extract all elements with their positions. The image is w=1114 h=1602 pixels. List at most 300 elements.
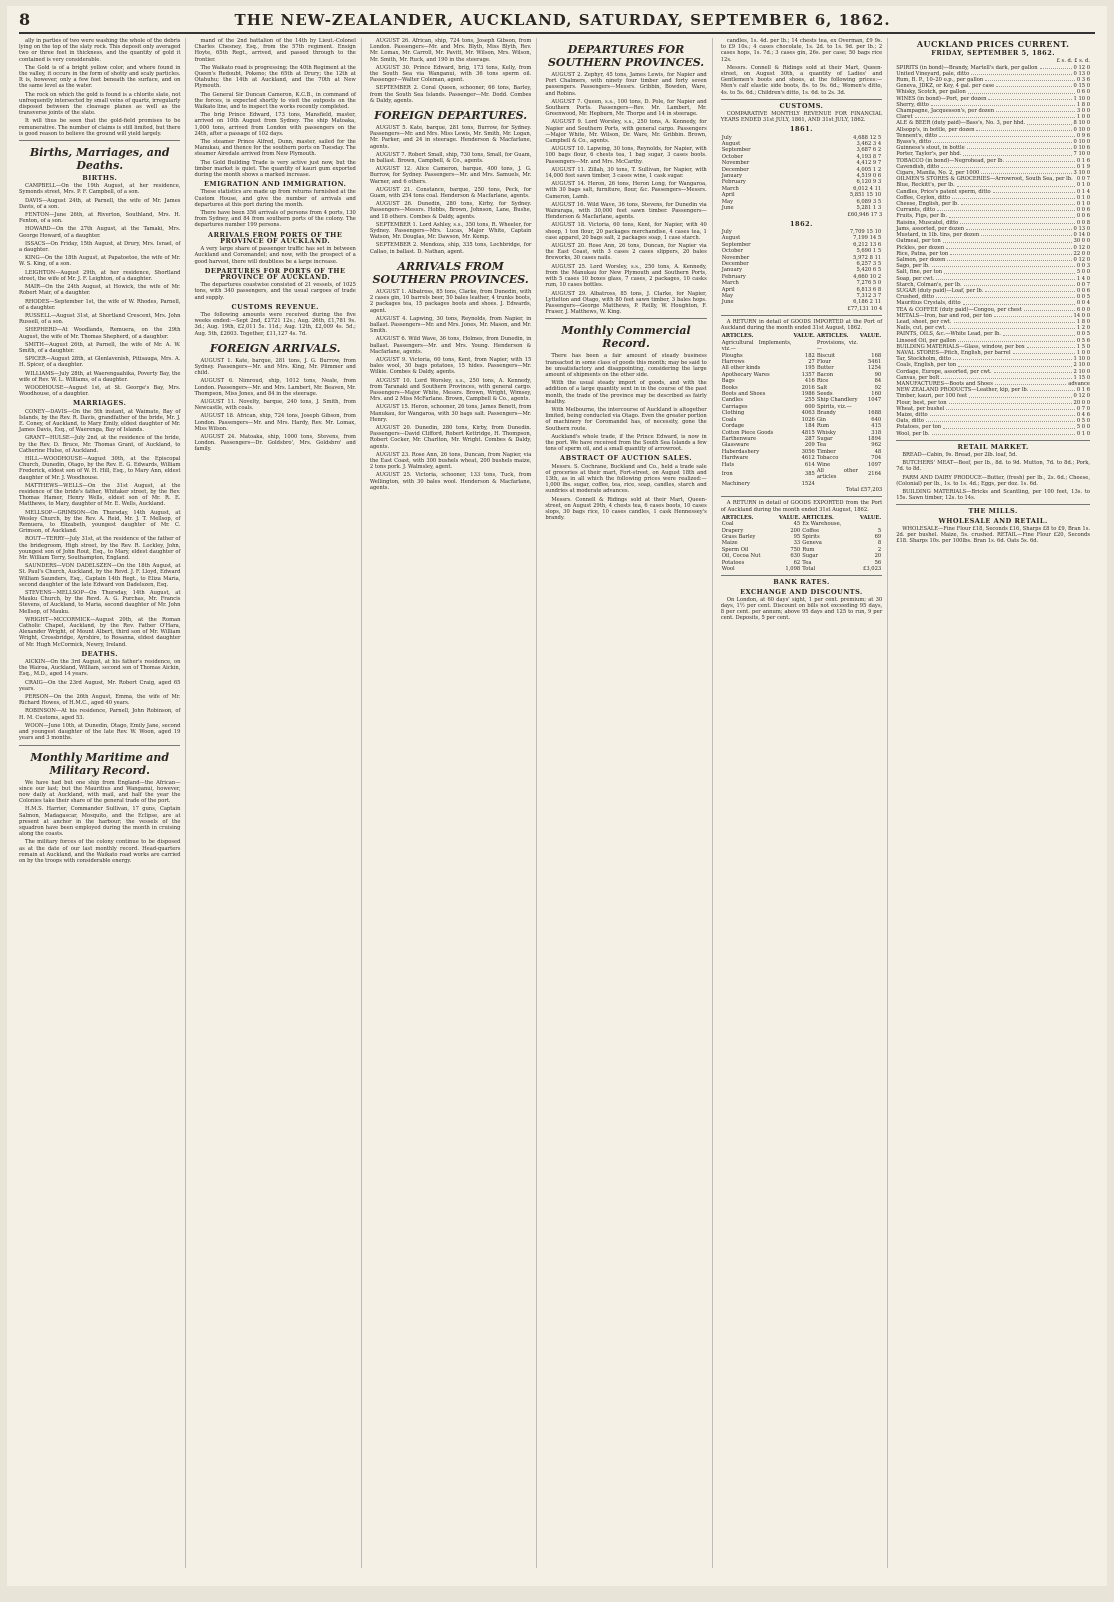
text-paragraph: MELLSOP—GRIMSON—On Thursday, 14th August, at Wesley Church, by the Rev. A. Reid, Mr. J. T. Mellsop, of Remuera, to Elizabeth, youngest daughter of Mr. C. Grimson, of Auckland. xyxy=(19,509,181,535)
customs-1861-total: £60,946 17 3 xyxy=(847,211,883,218)
table-cell: Maize xyxy=(721,540,738,547)
price-value: 0 9 6 xyxy=(1076,132,1091,139)
table-cell: Hats xyxy=(721,461,735,468)
text-paragraph: BUILDING MATERIALS—Bricks and Scantling, per 100 feet, 13s. to 15s. Sawn timber, 12s. to 14s. xyxy=(896,489,1091,502)
table-cell: 630 xyxy=(790,553,801,560)
text-paragraph: AUGUST 7. Robert Small, ship, 730 tons, Small, for Guam, in ballast. Brown, Campbell, & Co., agents. xyxy=(369,151,532,165)
month-cell: October xyxy=(721,248,743,255)
commercial-record-text xyxy=(545,353,706,452)
customs-1862-heading: 1862. xyxy=(790,219,813,228)
text-paragraph: AUGUST 29. Albatross, 85 tons, J. Clarke, for Napier, Lyttelton and Otago, with 80 feet sawn timber, 3 bales hops. Passengers—George Matthews, P. Reilly, W. Houghton, F. Fraser, J. Matthews, W. King. xyxy=(545,290,707,316)
price-item: SUGAR (duty paid)—Loaf, per lb. xyxy=(896,287,984,294)
leader-dots xyxy=(937,207,1075,211)
value-cell: 6,089 3 5 xyxy=(856,198,882,205)
leader-dots xyxy=(948,325,1074,329)
price-item: Fruits, Figs, per lb. xyxy=(896,213,947,220)
table-cell: 27 xyxy=(808,359,815,366)
text-paragraph: Messrs. Connell & Ridings sold at their Mart, Queen-street, on August 29th, 4 chests tea, 6 cases boots, 10 cases slops, 30 bags rice, 10 cases candles, 1 cask Hennessey's brandy. xyxy=(545,496,707,522)
table-header: ARTICLES. xyxy=(721,333,754,340)
divider xyxy=(19,745,180,746)
table-cell: £3,023 xyxy=(863,566,882,573)
price-value: 0 0 7 xyxy=(1076,176,1091,183)
auction-sales-text xyxy=(545,464,706,522)
table-cell: Wool xyxy=(721,566,735,573)
table-cell: All other articles xyxy=(816,467,858,481)
table-cell: 2 xyxy=(877,546,882,553)
table-cell: Flour xyxy=(816,359,832,366)
month-cell: November xyxy=(721,160,750,167)
text-paragraph: AICKIN—On the 3rd August, at his father's residence, on the Wairoa, Auckland, William, second son of Thomas Aickin, Esq., M.D., aged 14 years. xyxy=(19,659,181,678)
customs-1861-table xyxy=(721,135,882,212)
price-value: 14 0 0 xyxy=(1073,312,1091,319)
price-value: 0 1 0 xyxy=(1076,182,1091,189)
price-value: 0 1 0 xyxy=(1076,194,1091,201)
price-item: Lead, sheet, per cwt. xyxy=(896,318,952,325)
leader-dots xyxy=(985,77,1075,81)
month-cell: July xyxy=(721,134,732,141)
text-paragraph: AUGUST 18. Victoria, 60 tons, Kent, for Napier, with 40 sheep, 1 ton flour, 20 packages merchandise, 4 cases tea, 1 case apparel, 20 bags salt, 2 packages soap, 1 case starch. xyxy=(545,222,707,241)
price-value: 0 7 0 xyxy=(1076,405,1091,412)
price-item: Allsopp's, in bottle, per dozen xyxy=(896,126,975,133)
leader-dots xyxy=(958,362,1071,366)
value-cell: 6,186 2 11 xyxy=(853,299,882,306)
text-paragraph: AUGUST 26. Dunedin, 280 tons, Kirby, for Sydney. Passengers—Messrs. Hobbs, Brown, Johnson, Lane, Bushe, and 18 others. Combes & Daldy, agents. xyxy=(369,201,532,220)
leader-dots xyxy=(1040,65,1072,69)
price-item: Raisins, Muscatel, ditto xyxy=(896,219,959,226)
price-item: Flour, best, per ton xyxy=(896,399,947,406)
price-item: Potatoes, per ton xyxy=(896,424,942,431)
table-cell: All other kinds xyxy=(721,365,761,372)
leader-dots xyxy=(966,226,1071,230)
table-cell: 640 xyxy=(871,416,882,423)
price-item: Cheese, English, per lb. xyxy=(896,201,959,208)
price-value: 5 0 0 xyxy=(1076,424,1091,431)
table-cell: Machinery xyxy=(721,480,750,487)
divider xyxy=(721,496,882,497)
imports-table xyxy=(721,333,882,487)
price-value: 0 12 0 xyxy=(1073,256,1091,263)
table-cell: 1097 xyxy=(867,461,882,468)
table-cell: Wine xyxy=(816,461,831,468)
table-cell: Tobacco xyxy=(816,455,839,462)
table-header: ARTICLES. xyxy=(802,514,834,521)
price-item: Rum, B. P., 10–20 o.p., per gallon xyxy=(896,77,984,84)
table-cell: Butter xyxy=(816,365,834,372)
price-item: TOBACCO (in bond)—Negrohead, per lb. xyxy=(896,157,1005,164)
table-cell: Hardware xyxy=(721,455,749,462)
value-cell: 6,120 9 3 xyxy=(856,179,882,186)
table-cell: 33 xyxy=(793,540,801,547)
text-paragraph: The General Sir Duncan Cameron, K.C.B., in command of the forces, is expected shortly to visit the outposts on the Waikato line, and to inspect the works recently completed. xyxy=(194,91,356,111)
maritime-text xyxy=(19,780,180,865)
table-cell: 92 xyxy=(874,384,882,391)
text-paragraph: AUGUST 25. Victoria, schooner, 133 tons, Tuck, from Wellington, with 30 bales wool. Henderson & Macfarlane, agents. xyxy=(369,472,532,491)
text-paragraph: DAVIS—August 24th, at Parnell, the wife of Mr. James Davis, of a son. xyxy=(19,197,181,210)
text-paragraph: AUGUST 24. Matoaka, ship, 1000 tons, Stevens, from London. Passengers—Dr. Goldsbro', Mrs. Goldsbro' and family. xyxy=(194,433,356,453)
value-cell: 7,199 14 5 xyxy=(853,235,882,242)
price-item: Byass's, ditto xyxy=(896,139,932,146)
column-4 xyxy=(545,38,712,1568)
article-paragraph: ally in parties of two were washing the whole of the debris lying on the top of the slaty rock. This deposit only averaged two or three feet in thickness, and the quantity of gold it contained is very considerable. xyxy=(19,38,181,63)
text-paragraph: FENTON—June 26th, at Riverton, Southland, Mrs. H. Fenton, of a son. xyxy=(19,212,181,225)
leader-dots xyxy=(915,114,1075,118)
table-cell: 2016 xyxy=(801,384,815,391)
leader-dots xyxy=(968,89,1075,93)
text-paragraph: The departures coastwise consisted of 21 vessels, of 1025 tons, with 340 passengers, and the usual cargoes of trade and supply. xyxy=(194,282,356,301)
table-cell: Provisions, viz.— xyxy=(816,339,858,353)
text-paragraph: AUGUST 21. Constance, barque, 250 tons, Peck, for Guam, with 254 tons coal. Henderson & Macfarlane, agents. xyxy=(369,186,532,200)
page-number: 8 xyxy=(19,10,31,29)
leader-dots xyxy=(936,276,1075,280)
text-paragraph: CRAIG—On the 23rd August, Mr. Robert Craig, aged 65 years. xyxy=(19,679,181,692)
value-cell: 5,690 1 5 xyxy=(856,248,882,255)
table-cell: Tea xyxy=(816,442,827,449)
leader-dots xyxy=(957,182,1075,186)
leader-dots xyxy=(954,319,1075,323)
text-paragraph: These statistics are made up from returns furnished at the Custom House, and give the number of arrivals and departures at this port during the month. xyxy=(194,189,356,208)
table-cell: 750 xyxy=(790,546,801,553)
table-cell: 4063 xyxy=(801,410,815,417)
table-cell: Clothing xyxy=(721,410,745,417)
bank-rates-heading: BANK RATES. xyxy=(773,578,830,587)
text-paragraph: SPICER—August 28th, at Glenlavenish, Pitisauga, Mrs. A. H. Spicer, of a daughter. xyxy=(19,356,181,369)
text-paragraph: candles, 1s. 4d. per lb.; 14 chests tea, ex Overman, £9 9s. to £9 10s.; 4 cases chocolate, 1s. 2d. to 1s. 9d. per lb.; 2 cases hops, 1s. 7d.; 3 cases gin, 26s. per case; 50 bags rice 12s. xyxy=(720,38,883,63)
price-value: 1 4 0 xyxy=(1076,275,1091,282)
table-header: VALUE. xyxy=(793,333,815,340)
table-cell: Cotton Piece Goods xyxy=(721,429,774,436)
text-paragraph: AUGUST 4. Lapwing, 30 tons, Reynolds, from Napier, in ballast. Passengers—Mr. and Mrs. Jones, Mr. Mason, and Mr. Smith. xyxy=(369,315,532,335)
table-row xyxy=(721,340,882,353)
table-cell: Gin xyxy=(816,416,826,423)
auction-sales-heading: ABSTRACT OF AUCTION SALES. xyxy=(560,454,692,463)
price-value: 0 4 6 xyxy=(1076,411,1091,418)
price-value: 0 13 0 xyxy=(1073,225,1091,232)
text-paragraph: LEIGHTON—August 29th, at her residence, Shortland street, the wife of Mr. J. F. Leighton, of a daughter. xyxy=(19,269,181,282)
price-value: 0 14 0 xyxy=(1073,232,1091,239)
text-paragraph: RHODES—September 1st, the wife of W. Rhodes, Parnell, of a daughter. xyxy=(19,298,181,311)
leader-dots xyxy=(941,375,1071,379)
leader-dots xyxy=(932,431,1075,435)
text-paragraph: We have had but one ship from England—the African—since our last; but the Mauritius and Wanganui, however, now daily at Auckland, with mail, and half the year the Colonies take their share of the general trade of the port. xyxy=(19,779,181,805)
month-cell: April xyxy=(721,286,735,293)
table-cell: 1047 xyxy=(867,397,882,404)
text-paragraph: H.M.S. Harrier, Commander Sullivan, 17 guns, Captain Salmon, Madagascar, Mosquito, and the Eclipse, are at present at anchor in the harbour; the vessels of the squadron have been employed during the month in cruising along the coasts. xyxy=(19,806,181,838)
commercial-record-heading: Monthly Commercial Record. xyxy=(561,324,691,351)
text-paragraph: The military forces of the colony continue to be disposed as at the date of our last monthly record. Head-quarters remain at Auckland, and the Waikato road works are carried on by the troops with considerable energy. xyxy=(19,839,181,864)
customs-revenue-heading: CUSTOMS REVENUE. xyxy=(231,302,319,311)
price-value: 0 1 6 xyxy=(1076,387,1091,394)
bmd-heading: Births, Marriages, and Deaths. xyxy=(29,146,170,173)
table-cell: 704 xyxy=(871,455,882,462)
price-value: 1 15 0 xyxy=(1073,374,1091,381)
table-header: ARTICLES. xyxy=(816,333,849,340)
table-cell: 1524 xyxy=(801,480,815,487)
value-cell: 6,212 13 6 xyxy=(853,241,882,248)
southern-departures-heading: DEPARTURES FOR SOUTHERN PROVINCES. xyxy=(547,43,705,69)
maritime-heading: Monthly Maritime and Military Record. xyxy=(30,750,170,777)
table-header: VALUE. xyxy=(859,333,882,340)
table-cell: Carriages xyxy=(721,403,748,410)
table-cell: 2164 xyxy=(867,471,882,478)
article-paragraph: The rock on which the gold is found is a chlorite slate, not unfrequently intersected by small veins of quartz, irregularly disposed between the cleavage planes as well as the transverse joints of the slate. xyxy=(19,91,181,117)
table-cell: 209 xyxy=(804,442,815,449)
leader-dots xyxy=(1030,387,1074,391)
price-value: 0 6 0 xyxy=(1076,89,1091,96)
text-paragraph: AUGUST 18. African, ship, 724 tons, Joseph Gibson, from London. Passengers—Mr. and Mrs. Hardy, Rev. Mr. Lomax, Miss Wilson. xyxy=(194,413,356,432)
table-cell: Bags xyxy=(721,378,735,385)
month-cell: August xyxy=(721,141,741,148)
price-value: 0 13 0 xyxy=(1073,70,1091,77)
month-cell: April xyxy=(721,192,735,199)
divider xyxy=(721,99,882,100)
price-item: Salmon, per dozen xyxy=(896,256,946,263)
table-cell: 1026 xyxy=(801,416,815,423)
table-cell: Sugar xyxy=(816,435,833,442)
table-cell: 95 xyxy=(793,533,801,540)
table-cell xyxy=(859,340,882,353)
leader-dots xyxy=(936,294,1075,298)
table-cell: 195 xyxy=(804,365,815,372)
text-paragraph: AUGUST 20. Dunedin, 280 tons, Kirby, from Dunedin. Passengers—David Clifford, Robert Kettridge, H. Thompson, Robert Cocker, Mr. Charlton, Mr. Wright. Combes & Daldy, agents. xyxy=(369,424,532,450)
value-cell: 7,276 5 0 xyxy=(856,280,882,287)
table-cell: 90 xyxy=(874,371,882,378)
price-item: OILMEN'S STORES & GROCERIES—Arrowroot, South Sea, per lb. xyxy=(896,176,1073,183)
text-paragraph: BUTCHERS' MEAT—Beef, per lb., 8d. to 9d. Mutton, 7d. to 8d.; Pork, 7d. to 8d. xyxy=(896,460,1091,473)
table-cell: 160 xyxy=(871,391,882,398)
price-item: METALS—Iron, bar and rod, per ton xyxy=(896,312,992,319)
text-paragraph: WILLIAMS—July 28th, at Waerengaahika, Poverty Bay, the wife of Rev. W. L. Williams, of a daughter. xyxy=(19,370,181,383)
month-cell: September xyxy=(721,147,751,154)
text-paragraph: AUGUST 14. Heron, 26 tons, Heron Long, for Wangaroa, with 30 bags salt, furniture, flour, &c. Passengers—Messrs. Cameron, Lamb. xyxy=(545,181,707,200)
table-cell: 3056 xyxy=(801,448,815,455)
customs-1861-heading: 1861. xyxy=(790,125,813,134)
text-paragraph: FARM AND DAIRY PRODUCE—Butter, (fresh) per lb., 2s. 6d.; Cheese, (Colonial) per lb., 1s. to 1s. 4d.; Eggs, per doz. 1s. 6d. xyxy=(896,474,1091,487)
table-cell: Earthenware xyxy=(721,435,757,442)
price-item: Guinness's stout, in bottle xyxy=(896,145,965,152)
price-item: Nails, cut, per cwt. xyxy=(896,325,947,332)
price-value: 0 5 6 xyxy=(1076,337,1091,344)
gold-field-article xyxy=(19,38,180,137)
price-value: 7 10 0 xyxy=(1073,151,1091,158)
leader-dots xyxy=(1006,158,1075,162)
table-cell: Cordage xyxy=(721,423,745,430)
text-paragraph: With Melbourne, the intercourse of Auckland is altogether limited, being conducted via Otago. Even the greater portion of machinery for Coromandel has, of necessity, gone the Southern route. xyxy=(545,406,707,432)
text-paragraph: WRIGHT—MCCORMICK—August 20th, at the Roman Catholic Chapel, Auckland, by the Rev. Father O'Hara, Alexander Wright, of Mount Albert, third son of Mr. William Wright, Crossbridge, Ayrshire, to Rosanna, eldest daughter of Mr. Hugh McCormick, Newry, Ireland. xyxy=(19,616,181,648)
value-cell: 3,687 6 2 xyxy=(856,147,882,154)
column-2 xyxy=(194,38,361,1568)
text-paragraph: With the usual steady import of goods, and with the addition of a large quantity sent in in the course of the past month, the trade of the province may be described as fairly healthy. xyxy=(545,380,707,405)
text-paragraph: Messrs. Connell & Ridings sold at their Mart, Queen-street, on August 30th, a quantity of Ladies' and Gentlemen's boots and shoes, at the following prices:—Men's calf elastic side boots, 8s. to 9s. 6d.; Women's ditto, 4s. to 5s. 6d.; Children's ditto, 1s. 6d. to 2s. 3d. xyxy=(720,64,883,96)
table-row xyxy=(721,468,882,481)
price-item: Jams, assorted, per dozen xyxy=(896,225,965,232)
month-cell: July xyxy=(721,228,732,235)
table-cell: Drapery xyxy=(721,527,744,534)
imports-total-value: £57,203 xyxy=(860,487,883,494)
price-value: 1 0 0 xyxy=(1076,114,1091,121)
leader-dots xyxy=(931,102,1075,106)
value-cell: 7,709 15 10 xyxy=(849,228,882,235)
table-cell: Rice xyxy=(816,378,829,385)
text-paragraph: AUGUST 11. Novelty, barque, 240 tons, J. Smith, from Newcastle, with coals. xyxy=(194,398,356,412)
table-cell: Spirits, viz.— xyxy=(816,403,852,410)
table-cell: Coal xyxy=(721,521,734,528)
month-cell: August xyxy=(721,235,741,242)
price-value: 0 15 0 xyxy=(1073,83,1091,90)
month-cell: February xyxy=(721,179,746,186)
article-paragraph: It will thus be seen that the gold-field promises to be remunerative. The number of claims is still limited, but there is good reason to believe the ground will yield largely. xyxy=(19,118,181,137)
text-paragraph: A very large share of passenger traffic has set in between Auckland and Coromandel; and now, with the prospect of a good harvest, there will doubtless be a large increase. xyxy=(194,246,356,265)
price-value: 0 1 4 xyxy=(1076,188,1091,195)
arrivals-ports-heading: ARRIVALS FROM PORTS OF THE PROVINCE OF AUCKLAND. xyxy=(208,230,343,245)
leader-dots xyxy=(995,381,1066,385)
leader-dots xyxy=(969,393,1071,397)
table-cell: Ploughs xyxy=(721,352,743,359)
table-cell: Oil, Cocoa Nut xyxy=(721,553,761,560)
leader-dots xyxy=(943,238,1072,242)
table-cell: Brandy xyxy=(816,410,836,417)
table-cell: 5 xyxy=(877,527,882,534)
price-value: 0 3 6 xyxy=(1076,77,1091,84)
price-item: Canvas, per bolt xyxy=(896,374,940,381)
price-item: Starch, Colman's, per lb. xyxy=(896,281,962,288)
table-header: VALUE. xyxy=(778,514,801,521)
table-cell: Apothecary Wares xyxy=(721,371,770,378)
price-value: 20 0 0 xyxy=(1073,399,1091,406)
table-cell: 600 xyxy=(804,403,815,410)
text-paragraph: Messrs. S. Cochrane, Buckland and Co., held a trade sale of groceries at their mart, Fort-street, on August 18th and 13th, as in all which the following prices were realized:—1,000 lbs. sugar, coffee, tea, rice, soap, candles, starch and sundries at moderate advances. xyxy=(545,463,707,495)
divider xyxy=(545,318,706,319)
price-value: 1 10 0 xyxy=(1073,356,1091,363)
price-value: 2 10 0 xyxy=(1073,368,1091,375)
leader-dots xyxy=(949,400,1072,404)
text-paragraph: SMITH—August 26th, at Parnell, the wife of Mr. A. W. Smith, of a daughter. xyxy=(19,341,181,354)
price-value: 0 1 9 xyxy=(1076,163,1091,170)
price-value: 1 10 0 xyxy=(1073,95,1091,102)
price-line xyxy=(896,431,1090,437)
price-value: 0 0 7 xyxy=(1076,281,1091,288)
foreign-arrivals-heading: FOREIGN ARRIVALS. xyxy=(209,341,341,355)
table-cell: Sperm Oil xyxy=(721,546,749,553)
table-cell: 8 xyxy=(877,540,882,547)
births-list xyxy=(19,183,180,397)
value-cell: 4,005 1 2 xyxy=(856,166,882,173)
table-cell: Coffee xyxy=(802,527,820,534)
table-cell: 4815 xyxy=(801,429,815,436)
value-cell: 4,688 12 5 xyxy=(853,134,882,141)
table-cell: 48 xyxy=(874,448,882,455)
column-6 xyxy=(896,38,1095,1568)
value-cell: 6,813 6 8 xyxy=(856,286,882,293)
price-value: 8 10 0 xyxy=(1073,120,1091,127)
table-cell: Boots and Shoes xyxy=(721,391,766,398)
imports-heading: A RETURN in detail of GOODS IMPORTED at the Port of Auckland during the month ended 31st August, 1862. xyxy=(720,319,883,332)
text-paragraph: AUGUST 15. Heron, schooner, 26 tons, James Benett, from Manukau, for Wangaroa, with 30 bags salt. Passengers—Mr. Henry. xyxy=(369,404,532,423)
table-cell: 1357 xyxy=(801,371,815,378)
table-cell: Glassware xyxy=(721,442,750,449)
price-value: 2 10 0 xyxy=(1073,362,1091,369)
price-item: Candles, Price's patent sperm, ditto xyxy=(896,188,991,195)
price-item: NAVAL STORES—Pitch, English, per barrel xyxy=(896,349,1011,356)
value-cell: 4,193 8 7 xyxy=(856,153,882,160)
leader-dots xyxy=(944,269,1075,273)
leader-dots xyxy=(943,424,1075,428)
price-item: Currants, ditto xyxy=(896,207,936,214)
price-value: 0 10 6 xyxy=(1073,145,1091,152)
leader-dots xyxy=(930,412,1075,416)
exports-table xyxy=(721,515,882,573)
table-cell: 1894 xyxy=(867,435,882,442)
price-value: 0 0 4 xyxy=(1076,300,1091,307)
price-item: Pickles, per dozen xyxy=(896,244,945,251)
arrivals-ports-text xyxy=(194,246,355,265)
price-value: 0 12 0 xyxy=(1073,244,1091,251)
price-item: Soap, per cwt. xyxy=(896,275,935,282)
text-paragraph: AUGUST 1. Albatross, 85 tons, Clarke, from Dunedin, with 2 cases gin, 10 barrels beer, 50 bales leather, 4 trunks boots, 2 packages tea, 15 packages boots and shoes. J. Edwards, agent. xyxy=(369,288,532,314)
deaths-heading: DEATHS. xyxy=(81,649,118,658)
price-item: Oatmeal, per ton xyxy=(896,238,941,245)
leader-dots xyxy=(960,220,1075,224)
southern-arrivals-heading: ARRIVALS FROM SOUTHERN PROVINCES. xyxy=(372,259,529,286)
text-paragraph: The steamer Prince Alfred, Dunn, master, sailed for the Manukau, and thence for the southern ports on Tuesday. The steamer Airedale arrived from New Plymouth. xyxy=(194,139,356,158)
table-cell: 385 xyxy=(804,471,815,478)
table-cell: Potatoes xyxy=(721,559,745,566)
prices-current-heading: AUCKLAND PRICES CURRENT. xyxy=(916,39,1070,49)
price-item: Timber, kauri, per 100 feet xyxy=(896,393,968,400)
leader-dots xyxy=(994,313,1072,317)
price-item: United Vineyard, pale, ditto xyxy=(896,70,970,77)
divider xyxy=(896,504,1090,505)
price-value: 0 12 0 xyxy=(1073,64,1091,71)
mills-text: WHOLESALE—Fine Flour £18, Seconds £16, Sharps £8 to £9, Bran 1s. 2d. per bushel. Maize, 5s. crushed. RETAIL—Fine Flour £20, Seconds £18. Sharps 10s. per 100lbs. Bran 1s. 6d. Oats 5s. 6d. xyxy=(896,525,1091,545)
table-cell: 318 xyxy=(871,429,882,436)
table-cell: Ship Chandlery xyxy=(816,397,858,404)
departures-ports-heading: DEPARTURES FOR PORTS OF THE PROVINCE OF AUCKLAND. xyxy=(204,266,346,281)
customs-1862-table xyxy=(721,229,882,306)
price-value: 0 0 8 xyxy=(1076,219,1091,226)
price-item: Mauritius Crystals, ditto xyxy=(896,300,961,307)
leader-dots xyxy=(946,406,1074,410)
table-cell: 962 xyxy=(871,442,882,449)
text-paragraph: AUGUST 23. Rose Ann, 26 tons, Duncan, from Napier, via the East Coast, with 300 bushels wheat, 200 bushels maize, 2 tons pork. J. Walmsley, agent. xyxy=(369,451,532,471)
text-paragraph: STEVENS—MELLSOP—On Thursday, 14th August, at Mauku Church, by the Revd. A. G. Purchas, Mr. Francis Stevens, of Auckland, to Maria, second daughter of Mr. John Mellsop, of Mauku. xyxy=(19,590,181,615)
southern-departures-list xyxy=(545,72,706,315)
leader-dots xyxy=(967,145,1072,149)
bank-rates-text: On London, at 60 days' sight, 1 per cent. premium; at 30 days, 1½ per cent. Discount on bills not exceeding 95 days, 8 per cent. per annum; above 95 days and 125 to run, 9 per cent. Deposits, 5 per cent. xyxy=(720,596,883,622)
price-value: advance xyxy=(1068,380,1091,387)
prices-current-date: FRIDAY, SEPTEMBER 5, 1862. xyxy=(931,49,1055,58)
text-paragraph: SEPTEMBER 2. Mendoza, ship, 335 tons, Lochbridge, for Callao, in ballast. D. Nathan, agent. xyxy=(369,242,532,255)
retail-market-text xyxy=(896,452,1090,501)
text-paragraph: BREAD—Cabin, 9s. Bread, per 2lb. loaf, 5d. xyxy=(902,452,1018,458)
month-cell: March xyxy=(721,185,739,192)
price-value: 3 0 0 xyxy=(1076,108,1091,115)
price-item: Sago, per lb. xyxy=(896,263,930,270)
price-value: 1 8 0 xyxy=(1076,101,1091,108)
table-cell: Bacon xyxy=(816,371,834,378)
table-cell: 20 xyxy=(874,553,882,560)
value-cell: 6,012 4 11 xyxy=(853,185,882,192)
month-cell: December xyxy=(721,166,749,173)
month-cell: June xyxy=(721,299,734,306)
leader-dots xyxy=(932,263,1075,267)
foreign-arrivals-list xyxy=(194,358,355,453)
price-item: NEW ZEALAND PRODUCTS—Leather, kip, per lb. xyxy=(896,387,1029,394)
table-cell: 200 xyxy=(790,527,801,534)
price-value: 1 8 0 xyxy=(1076,318,1091,325)
leader-dots xyxy=(1013,350,1075,354)
leader-dots xyxy=(985,288,1074,292)
price-value: 1 0 0 xyxy=(1076,349,1091,356)
